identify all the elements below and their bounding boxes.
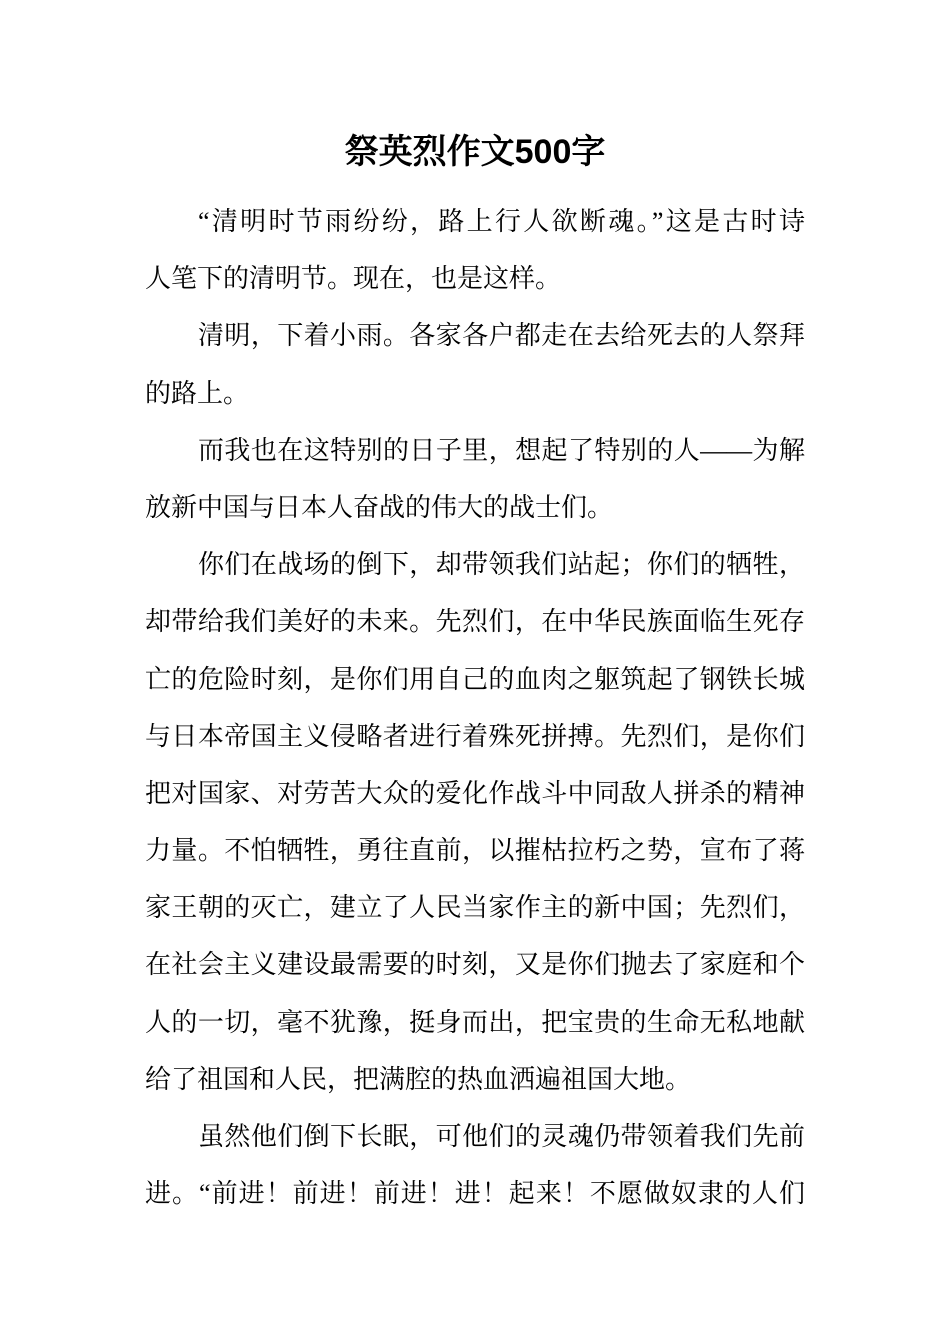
paragraph-2 [145,307,805,421]
text-line: 放新中国与日本人奋战的伟大的战士们。 [145,492,614,522]
text-line: 你们在战场的倒下，却带领我们站起；你们的牺牲， [198,550,805,580]
text-line: 力量。不怕牺牲，勇往直前，以摧枯拉朽之势，宣布了蒋 [145,836,805,866]
text-line: 虽然他们倒下长眠，可他们的灵魂仍带领着我们先前 [198,1122,805,1151]
text-line: 家王朝的灭亡，建立了人民当家作主的新中国；先烈们， [145,893,805,923]
text-line: “清明时节雨纷纷，路上行人欲断魂。”这是古时诗 [198,207,805,236]
text-line: 却带给我们美好的未来。先烈们，在中华民族面临生死存 [145,607,805,637]
text-line: 给了祖国和人民，把满腔的热血洒遍祖国大地。 [145,1064,692,1094]
text-line: 清明，下着小雨。各家各户都走在去给死去的人祭拜 [198,321,805,351]
paragraph-4 [145,536,805,1108]
text-line: 把对国家、对劳苦大众的爱化作战斗中同敌人拼杀的精神 [145,778,805,808]
paragraph-3 [145,422,805,536]
paragraph-1 [145,193,805,307]
text-line: 而我也在这特别的日子里，想起了特别的人——为解 [198,435,805,465]
text-line: 亡的危险时刻，是你们用自己的血肉之躯筑起了钢铁长城 [145,664,805,694]
text-line: 在社会主义建设最需要的时刻，又是你们抛去了家庭和个 [145,950,805,980]
paragraph-5 [145,1108,805,1222]
document-body [145,193,805,1222]
text-line: 人的一切，毫不犹豫，挺身而出，把宝贵的生命无私地献 [145,1007,805,1037]
document-title: 祭英烈作文500字 [344,133,606,171]
text-line: 的路上。 [145,378,250,408]
text-line: 与日本帝国主义侵略者进行着殊死拼搏。先烈们，是你们 [145,721,805,751]
text-line: 进。“前进！前进！前进！进！起来！不愿做奴隶的人们 [145,1179,805,1209]
text-line: 人笔下的清明节。现在，也是这样。 [145,264,562,294]
